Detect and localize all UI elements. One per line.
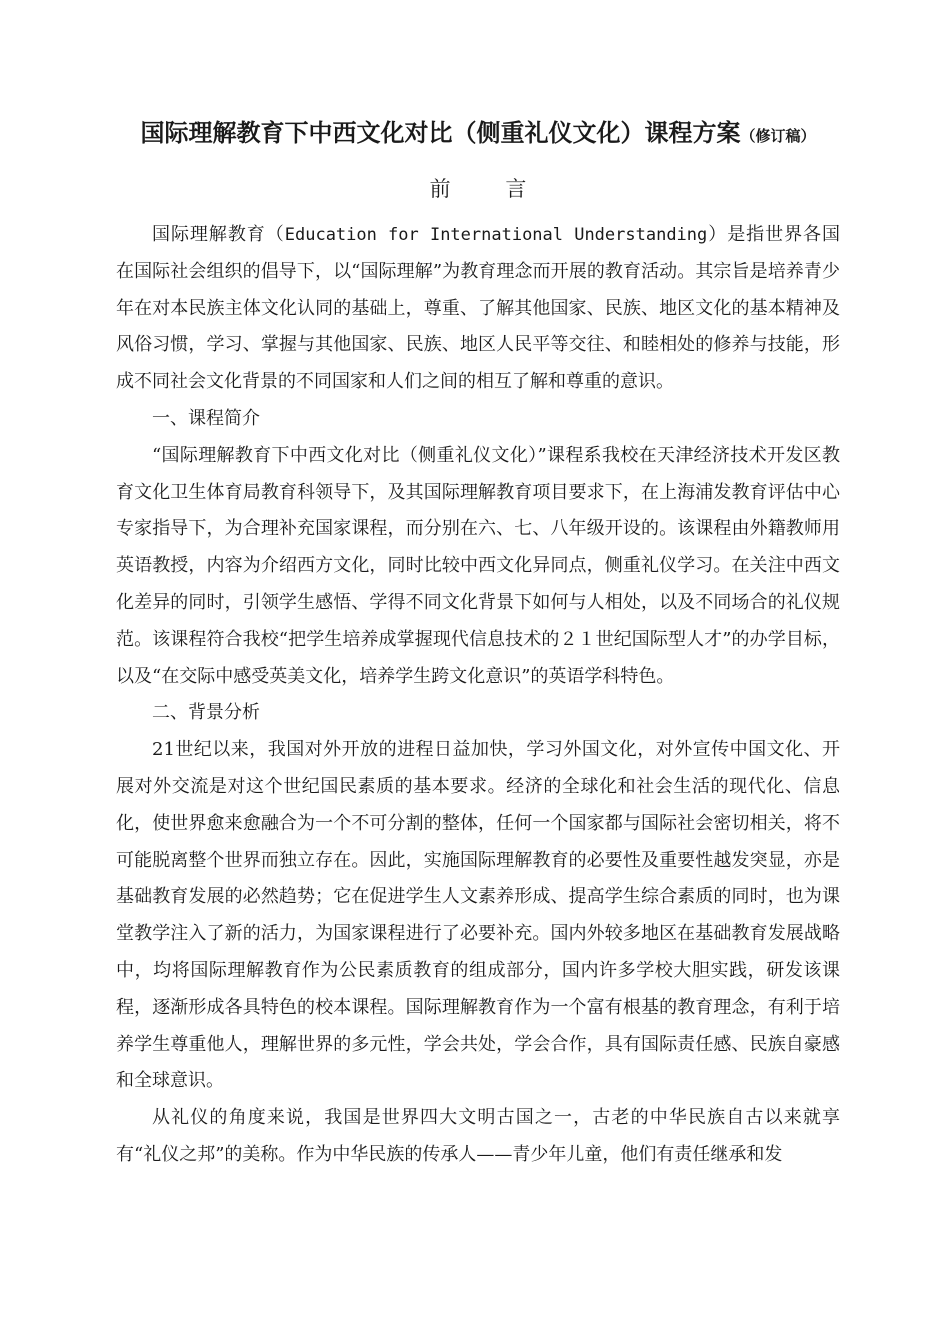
- intro-english-term: Education for International Understanding: [284, 225, 708, 245]
- document-title: [116, 112, 840, 157]
- intro-paragraph: [116, 217, 840, 401]
- section-heading-course-intro: 一、课程简介: [152, 407, 260, 429]
- title-suffix: （修订稿）: [740, 127, 816, 145]
- section-heading-background: 二、背景分析: [152, 702, 260, 724]
- course-intro-paragraph: “国际理解教育下中西文化对比（侧重礼仪文化）”课程系我校在天津经济技术开发区教育文化卫生体育局教育科领导下，及其国际理解教育项目要求下，在上海浦发教育评估中心专家指导下，为合理补充国家课程，而分别在六、七、八年级开设的。该课程由外籍教师用英语教授，内容为介绍西方文化，同时比较中西文化异同点，侧重礼仪学习。在关注中西文化差异的同时，引领学生感悟、学得不同文化背景下如何与人相处，以及不同场合的礼仪规范。该课程符合我校“把学生培养成掌握现代信息技术的２１世纪国际型人才”的办学目标，以及“在交际中感受英美文化，培养学生跨文化意识”的英语学科特色。: [116, 444, 840, 687]
- intro-text-post: ）是指世界各国在国际社会组织的倡导下，以“国际理解”为教育理念而开展的教育活动。其宗旨是培养青少年在对本民族主体文化认同的基础上，尊重、了解其他国家、民族、地区文化的基本精神及风俗习惯，学习、掌握与其他国家、民族、地区人民平等交往、和睦相处的修养与技能，形成不同社会文化背景的不同国家和人们之间的相互了解和尊重的意识。: [116, 224, 841, 393]
- background-paragraph-2: 从礼仪的角度来说，我国是世界四大文明古国之一，古老的中华民族自古以来就享有“礼仪之邦”的美称。作为中华民族的传承人——青少年儿童，他们有责任继承和发: [116, 1107, 840, 1165]
- preface-heading: 前 言: [429, 177, 551, 201]
- document-page: [116, 112, 840, 1174]
- title-main: 国际理解教育下中西文化对比（侧重礼仪文化）课程方案: [140, 118, 741, 147]
- intro-text-pre: 国际理解教育（: [152, 224, 285, 245]
- background-paragraph-1: 21世纪以来，我国对外开放的进程日益加快，学习外国文化，对外宣传中国文化、开展对外交流是对这个世纪国民素质的基本要求。经济的全球化和社会生活的现代化、信息化，使世界愈来愈融合为一个不可分割的整体，任何一个国家都与国际社会密切相关，将不可能脱离整个世界而独立存在。因此，实施国际理解教育的必要性及重要性越发突显，亦是基础教育发展的必然趋势；它在促进学生人文素养形成、提高学生综合素质的同时，也为课堂教学注入了新的活力，为国家课程进行了必要补充。国内外较多地区在基础教育发展战略中，均将国际理解教育作为公民素质教育的组成部分，国内许多学校大胆实践，研发该课程，逐渐形成各具特色的校本课程。国际理解教育作为一个富有根基的教育理念，有利于培养学生尊重他人，理解世界的多元性，学会共处，学会合作，具有国际责任感、民族自豪感和全球意识。: [116, 739, 840, 1092]
